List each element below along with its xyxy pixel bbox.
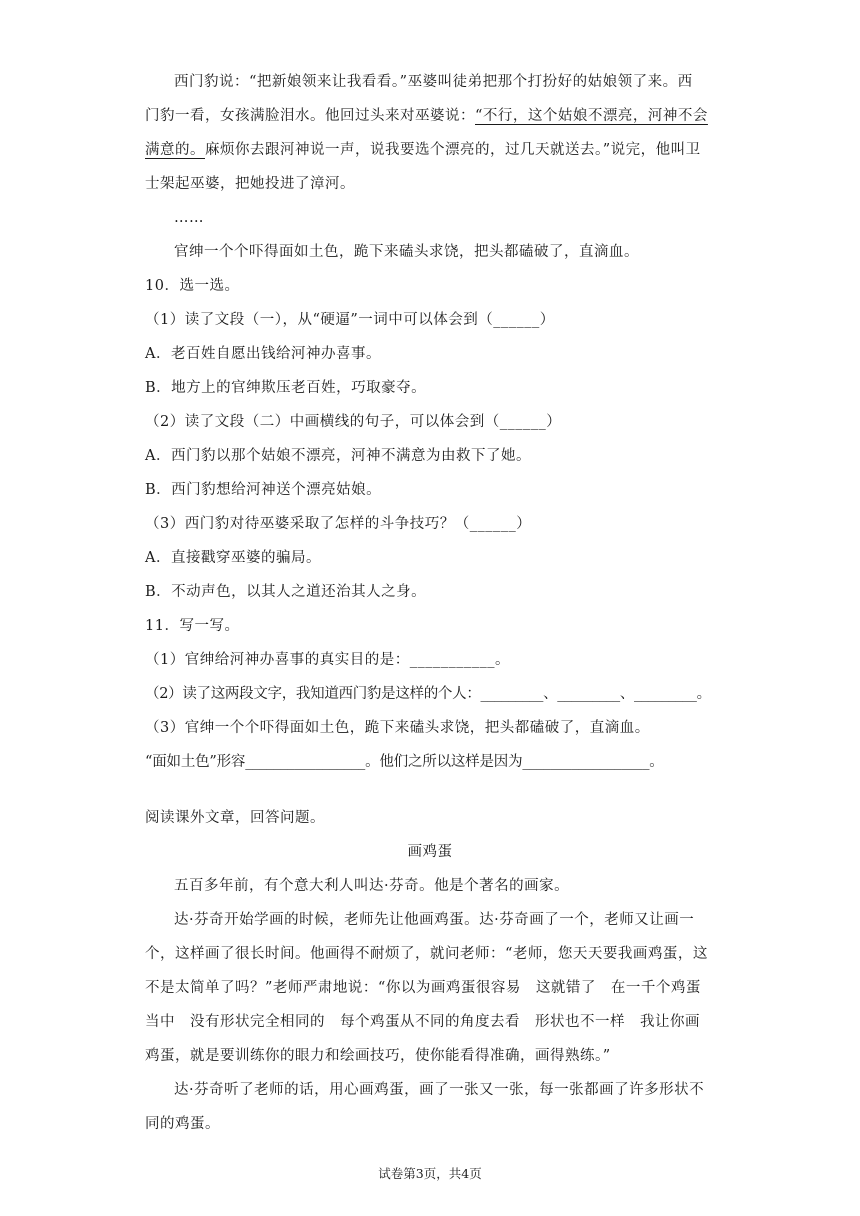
passage-line [145, 140, 725, 160]
article-line: 不是太简单了吗？”老师严肃地说：“你以为画鸡蛋很容易 这就错了 在一千个鸡蛋 [145, 980, 701, 996]
passage-text: 麻烦你去跟河神说一声，说我要选个漂亮的，过几天就送去。”说完，他叫卫 [205, 142, 701, 158]
option: B．西门豹想给河神送个漂亮姑娘。 [145, 482, 382, 498]
article-line: 当中 没有形状完全相同的 每个鸡蛋从不同的角度去看 形状也不一样 我让你画 [145, 1014, 700, 1030]
article-title: 画鸡蛋 [407, 844, 453, 860]
option: A．西门豹以那个姑娘不漂亮，河神不满意为由救下了她。 [145, 448, 531, 464]
article-line: 达·芬奇开始学画的时候，老师先让他画鸡蛋。达·芬奇画了一个，老师又让画一 [174, 912, 695, 928]
passage-line: 西门豹说：“把新娘领来让我看看。”巫婆叫徒弟把那个打扮好的姑娘领了来。西 [174, 74, 693, 90]
question-stem: （3）西门豹对待巫婆采取了怎样的斗争技巧？（______） [145, 516, 532, 532]
question-stem: （2）读了文段（二）中画横线的句子，可以体会到（______） [145, 414, 562, 430]
article-line: 同的鸡蛋。 [145, 1116, 220, 1132]
passage-text: 门豹一看，女孩满脸泪水。他回过头来对巫婆说： [145, 108, 475, 124]
question-title: 11．写一写。 [145, 618, 240, 634]
underlined-sentence: 满意的。 [145, 142, 205, 158]
question-title: 10．选一选。 [145, 278, 240, 294]
passage-line: 官绅一个个吓得面如土色，跪下来磕头求饶，把头都磕破了，直滴血。 [174, 244, 639, 260]
fill-in-line: （2）读了这两段文字，我知道西门豹是这样的个人：_________、_________、_________。 [145, 686, 711, 702]
fill-in-line: “面如土色”形容_________________。他们之所以这样是因为__________________。 [145, 754, 664, 770]
option: B．不动声色，以其人之道还治其人之身。 [145, 584, 427, 600]
option: A．老百姓自愿出钱给河神办喜事。 [145, 346, 381, 362]
article-line: 个，这样画了很长时间。他画得不耐烦了，就问老师：“老师，您天天要我画鸡蛋，这 [145, 946, 708, 962]
underlined-sentence: “不行，这个姑娘不漂亮，河神不会 [475, 108, 708, 124]
article-line: 鸡蛋，就是要训练你的眼力和绘画技巧，使你能看得准确，画得熟练。” [145, 1048, 611, 1064]
passage-line: 士架起巫婆，把她投进了漳河。 [145, 176, 355, 192]
question-stem: （1）读了文段（一），从“硬逼”一词中可以体会到（______） [145, 312, 555, 328]
article-line: 五百多年前，有个意大利人叫达·芬奇。他是个著名的画家。 [174, 878, 570, 894]
option: A．直接戳穿巫婆的骗局。 [145, 550, 321, 566]
article-line: 达·芬奇听了老师的话，用心画鸡蛋，画了一张又一张，每一张都画了许多形状不 [174, 1082, 705, 1098]
fill-in-line: （1）官绅给河神办喜事的真实目的是：___________。 [145, 652, 510, 668]
page-footer: 试卷第3页，共4页 [378, 1166, 482, 1181]
question-stem: （3）官绅一个个吓得面如土色，跪下来磕头求饶，把头都磕破了，直滴血。 [145, 720, 650, 736]
option: B．地方上的官绅欺压老百姓，巧取豪夺。 [145, 380, 427, 396]
reading-instruction: 阅读课外文章，回答问题。 [145, 810, 325, 826]
ellipsis: …… [174, 210, 204, 226]
passage-line [145, 106, 725, 126]
